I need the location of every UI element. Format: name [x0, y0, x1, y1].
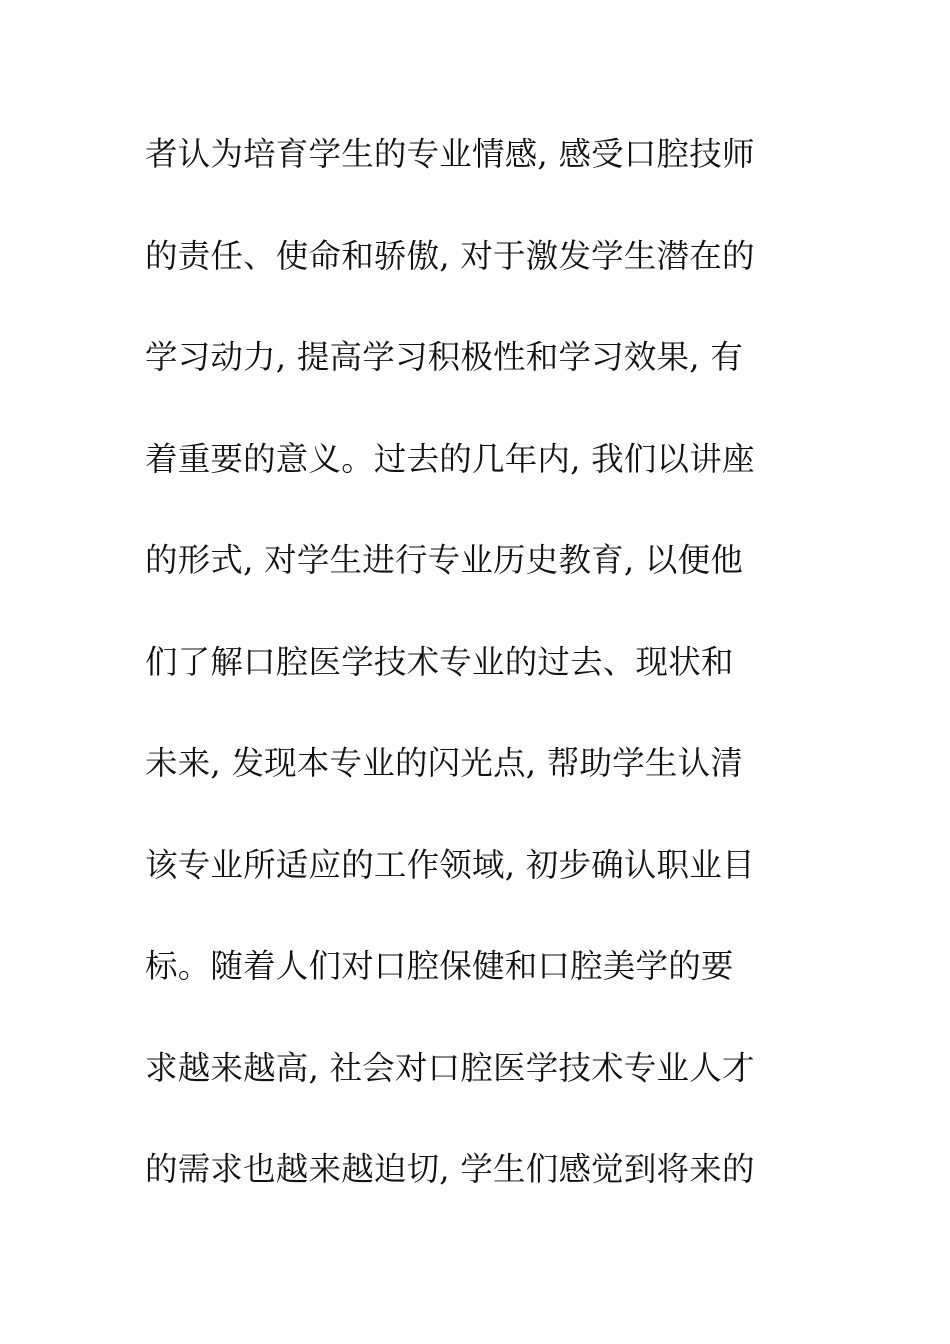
- text-line: 们了解口腔医学技术专业的过去、现状和: [145, 642, 734, 681]
- text-line: 标。随着人们对口腔保健和口腔美学的要: [145, 947, 734, 985]
- text-line: 该专业所适应的工作领域, 初步确认职业目: [145, 845, 755, 884]
- text-line: 未来, 发现本专业的闪光点, 帮助学生认清: [145, 744, 744, 782]
- text-line: 着重要的意义。过去的几年内, 我们以讲座: [145, 439, 755, 478]
- text-line: 的形式, 对学生进行专业历史教育, 以便他: [145, 541, 744, 579]
- text-line: 学习动力, 提高学习积极性和学习效果, 有: [145, 338, 744, 376]
- text-line: 的需求也越来越迫切, 学生们感觉到将来的: [145, 1150, 755, 1188]
- text-line: 求越来越高, 社会对口腔医学技术专业人才: [145, 1048, 755, 1087]
- body-paragraph: [145, 122, 815, 1239]
- text-line: 的责任、使命和骄傲, 对于激发学生潜在的: [145, 236, 755, 275]
- text-line: 者认为培育学生的专业情感, 感受口腔技师: [145, 135, 755, 173]
